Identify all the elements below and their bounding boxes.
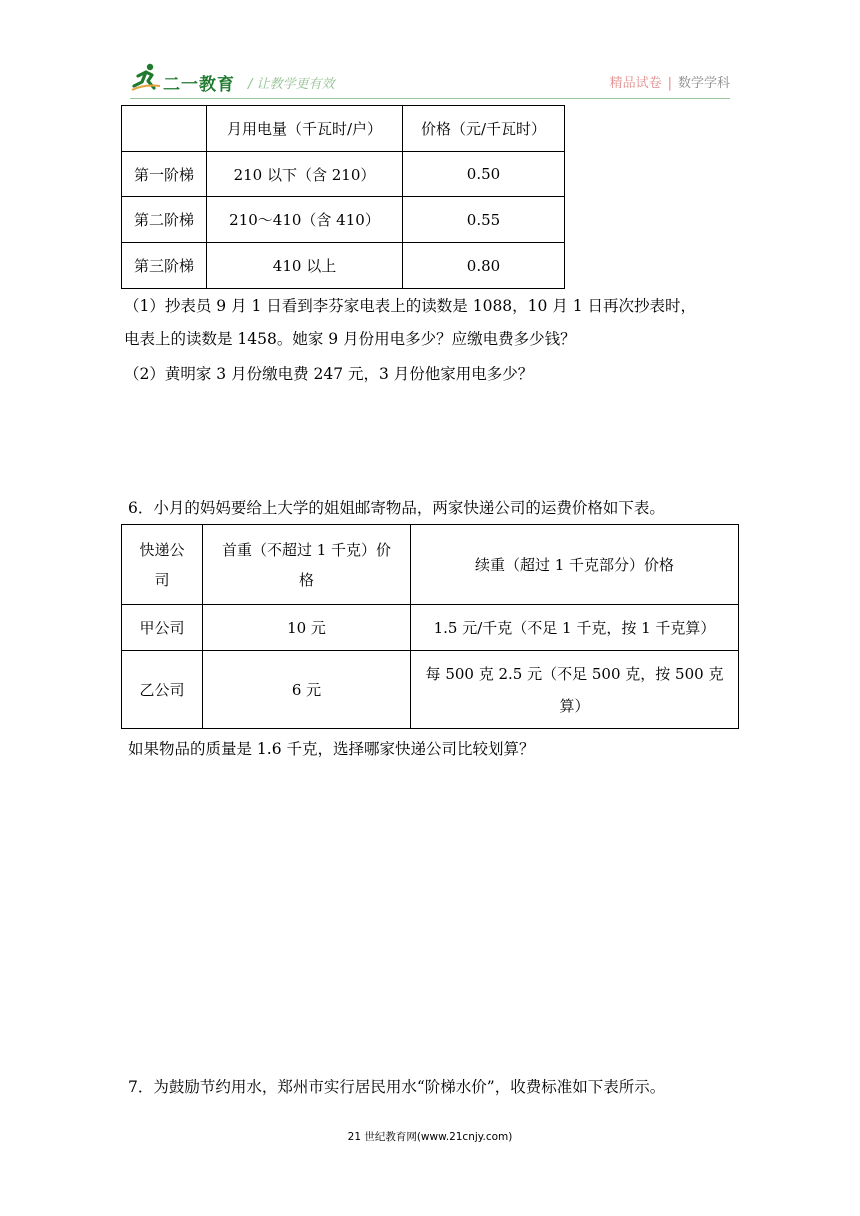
table-header-cell [122, 106, 207, 152]
q5-part2: （2）黄明家 3 月份缴电费 247 元，3 月份他家用电多少？ [124, 365, 534, 383]
table-cell: 0.80 [403, 243, 565, 289]
table-cell: 第一阶梯 [122, 152, 207, 197]
table-cell: 0.50 [403, 152, 565, 197]
table-row [122, 651, 739, 729]
q6-question: 如果物品的质量是 1.6 千克，选择哪家快递公司比较划算？ [128, 740, 535, 758]
table-cell: 第三阶梯 [122, 243, 207, 289]
table-row [122, 605, 739, 651]
table-row [122, 152, 565, 197]
table-cell: 1.5 元/千克（不足 1 千克，按 1 千克算） [411, 605, 739, 651]
table-row [122, 197, 565, 243]
q6-intro: 6．小月的妈妈要给上大学的姐姐邮寄物品，两家快递公司的运费价格如下表。 [128, 499, 665, 517]
table-cell: 第二阶梯 [122, 197, 207, 243]
table-cell: 210 以下（含 210） [207, 152, 403, 197]
header-company-line1: 快递公 [139, 540, 185, 559]
cont-line2: 算） [559, 696, 590, 715]
logo-text: 二一教育 [163, 75, 235, 95]
header-right [610, 72, 730, 91]
header-first-line2: 格 [298, 570, 314, 589]
table-header-cell: 价格（元/千瓦时） [403, 106, 565, 152]
table-header-cell [203, 525, 411, 605]
header-subject: 数学学科 [677, 76, 730, 91]
runner-logo-icon [130, 62, 162, 92]
header-separator: | [667, 76, 672, 91]
table-cell: 6 元 [203, 651, 411, 729]
electricity-price-table [121, 105, 565, 289]
header-label: 精品试卷 [609, 76, 662, 91]
q7-intro: 7．为鼓励节约用水，郑州市实行居民用水“阶梯水价”，收费标准如下表所示。 [128, 1078, 666, 1096]
table-row [122, 525, 739, 605]
cont-line1: 每 500 克 2.5 元（不足 500 克，按 500 克 [425, 664, 724, 683]
table-cell [411, 651, 739, 729]
table-cell: 410 以上 [207, 243, 403, 289]
table-header-cell: 续重（超过 1 千克部分）价格 [411, 525, 739, 605]
table-header-cell: 月用电量（千瓦时/户） [207, 106, 403, 152]
table-header-cell [122, 525, 203, 605]
header-first-line1: 首重（不超过 1 千克）价 [221, 540, 392, 559]
page-footer: 21 世纪教育网(www.21cnjy.com) [347, 1131, 513, 1143]
courier-price-table [121, 524, 739, 729]
q5-part1-line2: 电表上的读数是 1458。她家 9 月份用电多少？应缴电费多少钱？ [124, 330, 576, 348]
header-logo [130, 62, 360, 96]
table-cell: 乙公司 [122, 651, 203, 729]
table-cell: 甲公司 [122, 605, 203, 651]
table-row [122, 243, 565, 289]
table-cell: 210～410（含 410） [207, 197, 403, 243]
logo-slogan: / 让教学更有效 [248, 77, 335, 92]
table-row [122, 106, 565, 152]
q5-part1-line1: （1）抄表员 9 月 1 日看到李芬家电表上的读数是 1088，10 月 1 日再次抄表时， [124, 297, 697, 315]
table-cell: 0.55 [403, 197, 565, 243]
header-divider [130, 98, 730, 99]
header-company-line2: 司 [154, 570, 170, 589]
table-cell: 10 元 [203, 605, 411, 651]
